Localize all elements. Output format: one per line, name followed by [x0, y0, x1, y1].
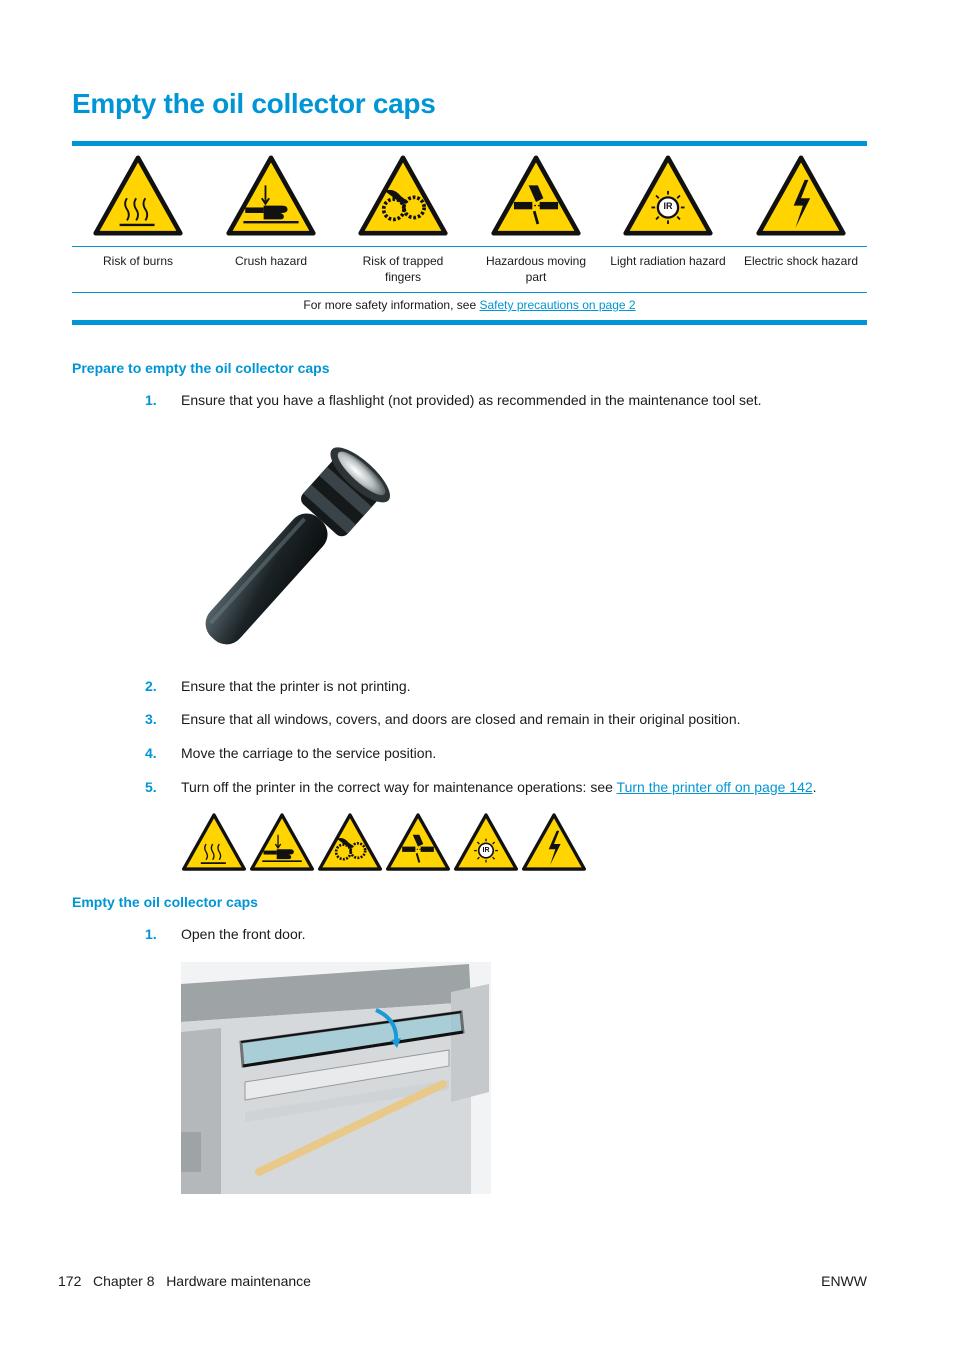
footer-right: ENWW	[821, 1273, 867, 1289]
hazard-light-radiation	[602, 154, 734, 237]
footer-page-number: 172	[58, 1273, 82, 1289]
prepare-step-3-text: Ensure that all windows, covers, and doors are closed and remain in their original position.	[181, 711, 741, 727]
moving-part-hazard-icon	[490, 154, 582, 237]
hazard-burns	[72, 154, 204, 237]
trapped-fingers-hazard-icon-small	[317, 812, 383, 872]
hazard-label-burns: Risk of burns	[102, 254, 174, 268]
crush-hazard-icon	[225, 154, 317, 237]
prepare-step-3-number: 3.	[145, 711, 157, 727]
prepare-step-5-number: 5.	[145, 779, 157, 795]
burns-hazard-icon	[92, 154, 184, 237]
flashlight-illustration	[181, 428, 416, 660]
light-radiation-hazard-icon	[622, 154, 714, 237]
safety-note-text: For more safety information, see	[303, 298, 480, 312]
hazard-crush	[205, 154, 337, 237]
hazard-moving-part	[470, 154, 602, 237]
hazard-label-trapped-fingers: Risk of trapped fingers	[362, 254, 444, 284]
burns-hazard-icon-small	[181, 812, 247, 872]
prepare-step-2-text: Ensure that the printer is not printing.	[181, 678, 411, 694]
prepare-step-1-text: Ensure that you have a flashlight (not provided) as recommended in the maintenance tool set.	[181, 392, 762, 408]
prepare-step-1-number: 1.	[145, 392, 157, 408]
prepare-step-5-text	[181, 779, 817, 795]
light-radiation-hazard-icon-small	[453, 812, 519, 872]
safety-note	[72, 298, 867, 312]
hazard-icons-divider	[72, 246, 867, 247]
crush-hazard-icon-small	[249, 812, 315, 872]
hazard-labels-divider	[72, 292, 867, 293]
prepare-step-5-text-main: Turn off the printer in the correct way for maintenance operations: see	[181, 779, 617, 795]
hazard-label-crush: Crush hazard	[234, 254, 308, 268]
hazard-electric-shock	[735, 154, 867, 237]
footer-chapter: Chapter 8	[93, 1273, 155, 1289]
footer-chapter-title: Hardware maintenance	[166, 1273, 311, 1289]
trapped-fingers-hazard-icon	[357, 154, 449, 237]
hazard-label-electric-shock: Electric shock hazard	[743, 254, 859, 268]
small-hazard-row	[181, 812, 591, 874]
hazard-table-top-rule	[72, 141, 867, 146]
safety-precautions-link[interactable]: Safety precautions on page 2	[479, 298, 636, 312]
empty-heading: Empty the oil collector caps	[72, 894, 258, 910]
empty-step-1-text: Open the front door.	[181, 926, 306, 942]
turn-printer-off-link[interactable]: Turn the printer off on page 142	[616, 779, 813, 795]
prepare-step-2-number: 2.	[145, 678, 157, 694]
page-title: Empty the oil collector caps	[72, 88, 436, 119]
prepare-step-4-number: 4.	[145, 745, 157, 761]
hazard-label-light-radiation: Light radiation hazard	[610, 254, 726, 268]
prepare-step-4-text: Move the carriage to the service position.	[181, 745, 437, 761]
hazard-label-moving-part: Hazardous moving part	[485, 254, 587, 284]
ir-symbol-text: IR	[663, 201, 673, 211]
electric-shock-hazard-icon-small	[521, 812, 587, 872]
hazard-trapped-fingers	[337, 154, 469, 237]
empty-step-1-number: 1.	[145, 926, 157, 942]
prepare-step-5-suffix: .	[812, 779, 817, 795]
prepare-heading: Prepare to empty the oil collector caps	[72, 360, 330, 376]
footer-left	[58, 1273, 311, 1289]
electric-shock-hazard-icon	[755, 154, 847, 237]
printer-front-door-illustration	[181, 962, 491, 1194]
moving-part-hazard-icon-small	[385, 812, 451, 872]
hazard-table-bottom-rule	[72, 320, 867, 325]
ir-symbol-text-small: IR	[482, 847, 490, 854]
